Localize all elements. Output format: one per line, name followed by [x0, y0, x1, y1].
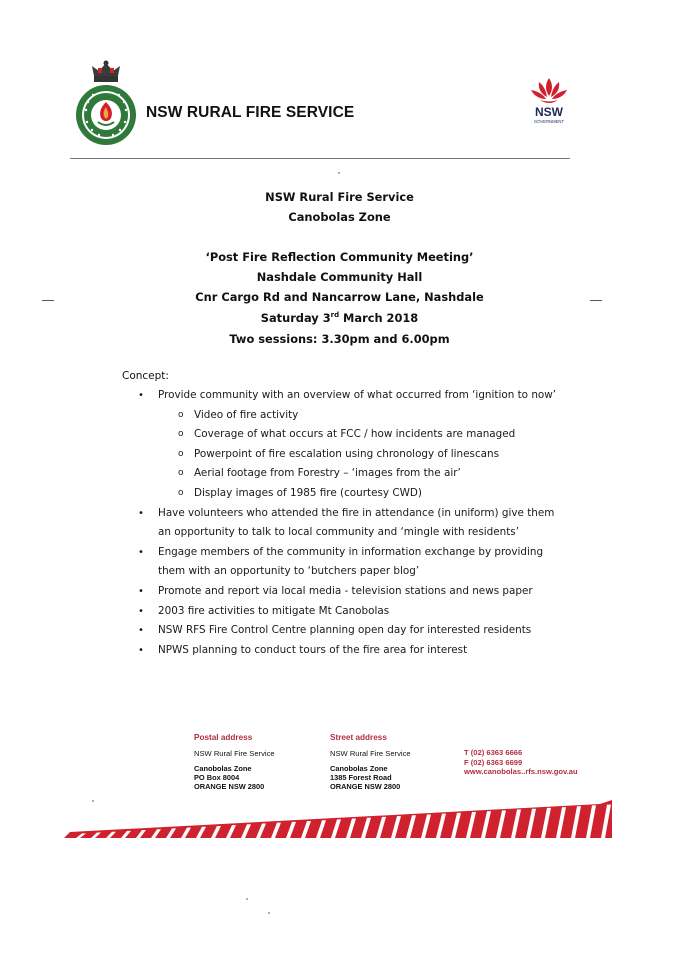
sub-list-item: o Coverage of what occurs at FCC / how incidents are managed: [178, 425, 586, 445]
postal-heading: Postal address: [194, 733, 253, 742]
title-date: [0, 311, 679, 325]
contact-block: [464, 748, 578, 777]
sub-list-item: o Video of fire activity: [178, 406, 586, 426]
waratah-icon: [531, 78, 567, 103]
title-venue: Nashdale Community Hall: [256, 270, 423, 284]
phone-number: T (02) 6363 6666: [464, 748, 523, 757]
postal-box: PO Box 8004: [194, 773, 240, 782]
list-item: • NPWS planning to conduct tours of the fire area for interest: [146, 641, 586, 661]
list-item: • Promote and report via local media - television stations and news paper: [146, 582, 586, 602]
rfs-crest-logo: [72, 60, 140, 146]
sub-list-item: o Display images of 1985 fire (courtesy CWD): [178, 484, 586, 504]
fax-number: F (02) 6363 6699: [464, 757, 523, 767]
scan-speck: [268, 912, 270, 914]
list-item: • 2003 fire activities to mitigate Mt Canobolas: [146, 602, 586, 622]
scan-speck: [338, 172, 340, 174]
street-heading: Street address: [330, 733, 387, 742]
crown-icon: [92, 61, 120, 83]
date-ordinal: rd: [330, 311, 340, 320]
list-item: [146, 386, 586, 504]
nsw-logo-text: NSW: [535, 105, 563, 119]
street-road: 1385 Forest Road: [330, 773, 392, 782]
sub-list: [158, 406, 586, 504]
title-sessions: Two sessions: 3.30pm and 6.00pm: [229, 332, 450, 346]
concept-list: [146, 386, 586, 660]
street-org: NSW Rural Fire Service: [330, 749, 411, 758]
bullet-text: Provide community with an overview of what occurred from ‘ignition to now’: [158, 389, 557, 401]
list-item: • Have volunteers who attended the fire in attendance (in uniform) give them an opportunity to talk to local community and ‘mingle with residents’: [146, 504, 563, 543]
nsw-government-logo: [526, 76, 572, 128]
scan-speck: [246, 898, 248, 900]
org-name: NSW RURAL FIRE SERVICE: [146, 104, 355, 121]
postal-town: ORANGE NSW 2800: [194, 782, 265, 791]
title-zone: Canobolas Zone: [288, 210, 391, 224]
postal-address: [194, 764, 264, 791]
list-item: • Engage members of the community in information exchange by providing them with an opportunity to ‘butchers paper blog’: [146, 543, 563, 582]
concept-label: Concept:: [122, 370, 169, 382]
title-org: NSW Rural Fire Service: [265, 190, 414, 204]
header-divider: [70, 158, 570, 159]
date-prefix: Saturday 3: [260, 311, 331, 325]
postal-org: NSW Rural Fire Service: [194, 749, 275, 758]
street-address: [330, 764, 400, 791]
list-item: • NSW RFS Fire Control Centre planning open day for interested residents: [146, 621, 586, 641]
sub-list-item: o Aerial footage from Forestry – ‘images from the air’: [178, 464, 586, 484]
website-link[interactable]: www.canobolas..rfs.nsw.gov.au: [464, 767, 578, 776]
title-address: Cnr Cargo Rd and Nancarrow Lane, Nashdale: [195, 290, 484, 304]
nsw-logo-subtext: GOVERNMENT: [533, 119, 565, 124]
sub-list-item: o Powerpoint of fire escalation using chronology of linescans: [178, 445, 586, 465]
street-town: ORANGE NSW 2800: [330, 782, 401, 791]
title-meeting-name: ‘Post Fire Reflection Community Meeting’: [205, 250, 474, 264]
postal-zone: Canobolas Zone: [194, 764, 252, 773]
date-suffix: March 2018: [339, 311, 419, 325]
red-chevron-stripe: [64, 798, 612, 844]
street-zone: Canobolas Zone: [330, 764, 388, 773]
